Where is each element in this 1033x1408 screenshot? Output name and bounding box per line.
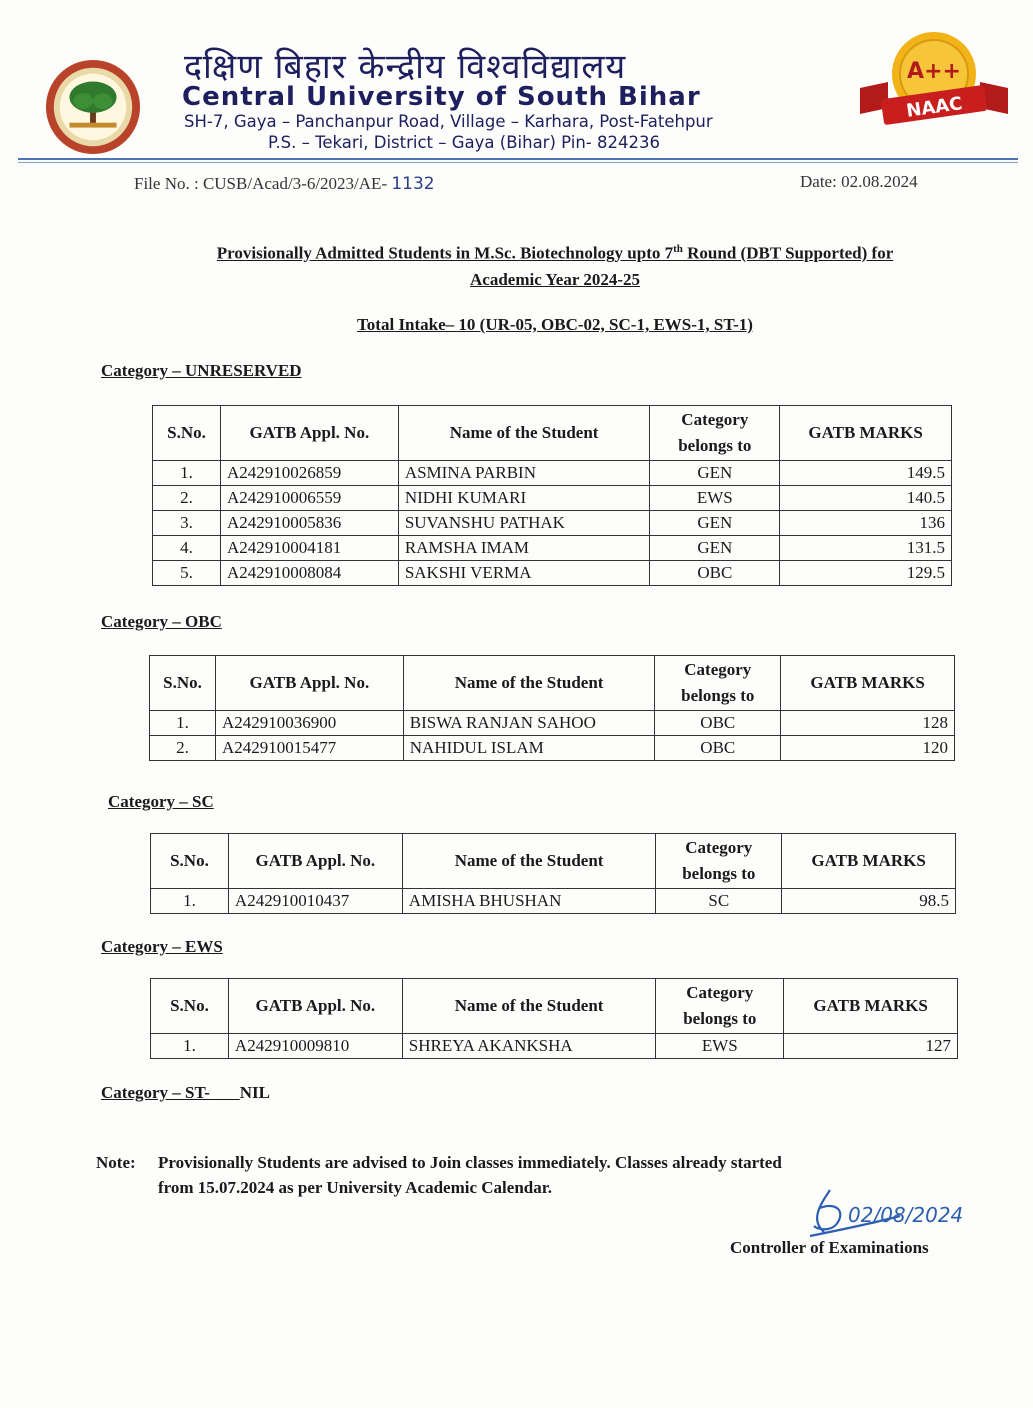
cell-category: SC [656,889,782,914]
cell-category: OBC [650,561,780,586]
document-subtitle: Academic Year 2024-25 [470,270,640,289]
cell-appl-no: A242910008084 [220,561,398,586]
cell-marks: 120 [781,736,955,761]
cell-marks: 129.5 [780,561,952,586]
table-sc [150,833,956,914]
cell-sno: 2. [150,736,216,761]
cell-appl-no: A242910026859 [220,461,398,486]
cell-student-name: SAKSHI VERMA [398,561,650,586]
cell-appl-no: A242910009810 [228,1034,402,1059]
cell-appl-no: A242910004181 [220,536,398,561]
header-name: Name of the Student [402,834,656,889]
document-date: Date: 02.08.2024 [800,172,918,191]
cell-sno: 1. [153,461,221,486]
header-appl: GATB Appl. No. [215,656,403,711]
header-marks: GATB MARKS [781,656,955,711]
cell-category: GEN [650,461,780,486]
header-appl: GATB Appl. No. [220,406,398,461]
university-name-hindi: दक्षिण बिहार केन्द्रीय विश्वविद्यालय [184,47,627,87]
note-line-1: Provisionally Students are advised to Join classes immediately. Classes already started [158,1153,782,1172]
cell-sno: 5. [153,561,221,586]
cell-category: GEN [650,511,780,536]
cell-category: OBC [655,711,781,736]
cell-sno: 1. [150,711,216,736]
table-header-row [151,979,958,1034]
cell-category: EWS [656,1034,784,1059]
cell-appl-no: A242910036900 [215,711,403,736]
table-row [150,711,955,736]
cell-student-name: SUVANSHU PATHAK [398,511,650,536]
file-number-label: File No. : CUSB/Acad/3-6/2023/AE- [134,174,388,193]
cell-appl-no: A242910006559 [220,486,398,511]
note-line-2: from 15.07.2024 as per University Academic Calendar. [158,1178,552,1197]
cell-marks: 136 [780,511,952,536]
cell-appl-no: A242910010437 [228,889,402,914]
table-row [150,736,955,761]
naac-label: NAAC [905,93,964,122]
header-sno: S.No. [151,979,229,1034]
cell-marks: 140.5 [780,486,952,511]
cell-category: GEN [650,536,780,561]
document-title: Provisionally Admitted Students in M.Sc. Biotechnology upto 7th Round (DBT Supported) for [216,243,894,263]
cell-marks: 127 [784,1034,958,1059]
total-intake: Total Intake– 10 (UR-05, OBC-02, SC-1, EWS-1, ST-1) [357,315,753,334]
header-sno: S.No. [151,834,229,889]
cell-student-name: NIDHI KUMARI [398,486,650,511]
header-category: Category belongs to [656,834,782,889]
table-obc [149,655,955,761]
header-sno: S.No. [153,406,221,461]
signature-date: 02/08/2024 [848,1203,964,1227]
cell-sno: 1. [151,889,229,914]
header-category: Category belongs to [650,406,780,461]
header-rule [18,158,1018,160]
category-heading-sc: Category – SC [108,792,214,811]
cell-marks: 149.5 [780,461,952,486]
header-marks: GATB MARKS [782,834,956,889]
note-label: Note: [96,1153,136,1172]
table-ews [150,978,958,1059]
cell-marks: 98.5 [782,889,956,914]
table-unreserved [152,405,952,586]
table-row [153,511,952,536]
cell-marks: 131.5 [780,536,952,561]
table-header-row [151,834,956,889]
header-rule-thin [18,162,1018,163]
cell-appl-no: A242910015477 [215,736,403,761]
table-row [151,889,956,914]
cell-marks: 128 [781,711,955,736]
naac-badge [858,30,1010,126]
cell-student-name: SHREYA AKANKSHA [402,1034,656,1059]
header-marks: GATB MARKS [784,979,958,1034]
cell-student-name: NAHIDUL ISLAM [403,736,655,761]
header-appl: GATB Appl. No. [228,979,402,1034]
cell-sno: 1. [151,1034,229,1059]
cell-sno: 3. [153,511,221,536]
table-header-row [150,656,955,711]
cell-student-name: BISWA RANJAN SAHOO [403,711,655,736]
table-row [153,461,952,486]
address-line-1: SH-7, Gaya – Panchanpur Road, Village – Karhara, Post-Fatehpur [184,112,713,131]
header-name: Name of the Student [402,979,656,1034]
header-appl: GATB Appl. No. [228,834,402,889]
cell-category: OBC [655,736,781,761]
naac-grade: A++ [907,59,961,84]
header-name: Name of the Student [398,406,650,461]
cell-appl-no: A242910005836 [220,511,398,536]
table-row [153,561,952,586]
university-logo [44,58,142,156]
category-heading-ews: Category – EWS [101,937,223,956]
cell-student-name: ASMINA PARBIN [398,461,650,486]
signatory-title: Controller of Examinations [730,1238,929,1257]
cell-sno: 2. [153,486,221,511]
table-header-row [153,406,952,461]
header-category: Category belongs to [655,656,781,711]
file-number [134,174,435,194]
st-value: NIL [239,1083,270,1102]
file-number-handwritten: 1132 [391,174,435,194]
table-row [153,536,952,561]
header-sno: S.No. [150,656,216,711]
cell-category: EWS [650,486,780,511]
cell-student-name: AMISHA BHUSHAN [402,889,656,914]
university-name-english: Central University of South Bihar [182,82,701,112]
cell-student-name: RAMSHA IMAM [398,536,650,561]
cell-sno: 4. [153,536,221,561]
category-heading-obc: Category – OBC [101,612,222,631]
category-heading-st: Category – ST- NIL [101,1083,270,1102]
header-marks: GATB MARKS [780,406,952,461]
address-line-2: P.S. – Tekari, District – Gaya (Bihar) Pin- 824236 [268,133,660,152]
category-heading-unreserved: Category – UNRESERVED [101,361,302,380]
table-row [151,1034,958,1059]
header-name: Name of the Student [403,656,655,711]
header-category: Category belongs to [656,979,784,1034]
note [96,1150,782,1200]
table-row [153,486,952,511]
